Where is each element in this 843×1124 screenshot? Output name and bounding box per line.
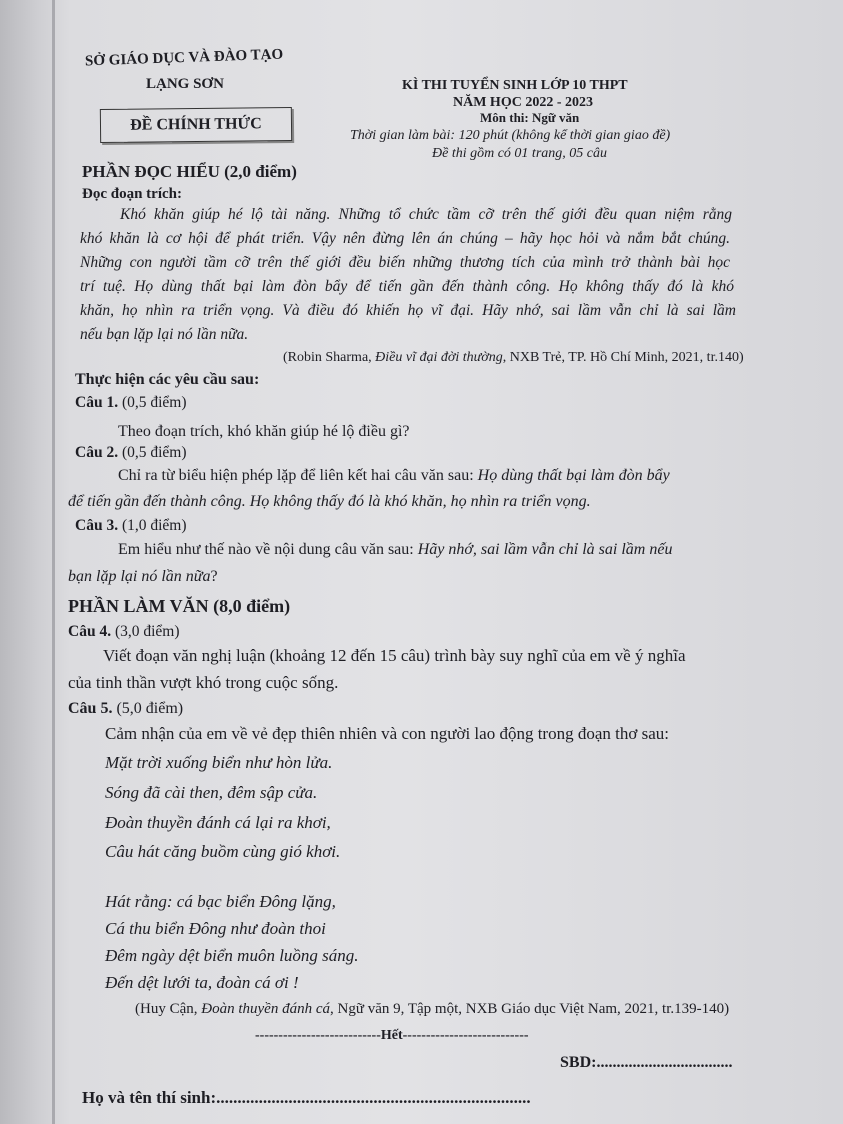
question-2-text	[118, 467, 670, 485]
question-label: Câu 1.	[75, 394, 119, 411]
question-mark: ?	[210, 568, 218, 585]
question-4-text: Viết đoạn văn nghị luận (khoảng 12 đến 15 câu) trình bày suy nghĩ của em về ý nghĩa	[103, 646, 686, 665]
instructions: Thực hiện các yêu cầu sau:	[75, 371, 260, 388]
department-name: SỞ GIÁO DỤC VÀ ĐÀO TẠO	[84, 46, 284, 70]
citation-title: Điều vĩ đại đời thường	[375, 350, 503, 365]
citation-title: Đoàn thuyền đánh cá	[201, 1001, 330, 1017]
poem-line: Đêm ngày dệt biển muôn luồng sáng.	[105, 946, 359, 965]
poem-line: Câu hát căng buồm cùng gió khơi.	[105, 842, 341, 861]
passage-line: Những con người tầm cỡ trên thế giới đều biến những thương tích của mình trở thành bài học	[80, 254, 730, 271]
citation-author: (Huy Cận,	[135, 1001, 202, 1017]
question-1-heading	[75, 394, 187, 412]
official-label: ĐỀ CHÍNH THỨC	[130, 115, 262, 134]
passage-line: khó khăn là cơ hội để phát triển. Vậy nên đừng lên án chúng – hãy học hỏi và nắm bắt chúng.	[80, 230, 730, 247]
question-label: Câu 2.	[75, 444, 119, 461]
question-label: Câu 3.	[75, 517, 119, 534]
question-5-text: Cảm nhận của em về vẻ đẹp thiên nhiên và con người lao động trong đoạn thơ sau:	[105, 724, 669, 743]
exam-title: KÌ THI TUYỂN SINH LỚP 10 THPT	[402, 78, 628, 93]
question-3-heading	[75, 517, 187, 535]
question-points: (5,0 điểm)	[112, 700, 184, 717]
question-5-heading	[68, 700, 183, 718]
quoted-text: bạn lặp lại nó lần nữa	[68, 568, 211, 585]
passage-line: trí tuệ. Họ dùng thất bại làm đòn bẩy để tiến gần đến thành công. Họ không thấy đó là khó	[80, 278, 734, 295]
question-2-quote: để tiến gần đến thành công. Họ không thấy đó là khó khăn, họ nhìn ra triển vọng.	[68, 493, 591, 510]
subject: Môn thi: Ngữ văn	[480, 110, 580, 125]
passage-line: nếu bạn lặp lại nó lần nữa.	[80, 326, 249, 343]
poem-line: Đến dệt lưới ta, đoàn cá ơi !	[105, 973, 299, 992]
question-3-text	[118, 541, 672, 559]
question-points: (0,5 điểm)	[118, 394, 187, 411]
quoted-text: Hãy nhớ, sai lầm vẫn chỉ là sai lầm nếu	[417, 541, 673, 558]
citation-source: , NXB Trẻ, TP. Hồ Chí Minh, 2021, tr.140)	[502, 350, 744, 365]
poem-line: Sóng đã cài then, đêm sập cửa.	[105, 783, 318, 802]
passage-line: Khó khăn giúp hé lộ tài năng. Những tổ chức tầm cỡ trên thế giới đều quan niệm rằng	[120, 206, 732, 223]
province-name: LẠNG SƠN	[146, 76, 224, 92]
question-points: (1,0 điểm)	[118, 517, 187, 534]
citation-author: (Robin Sharma,	[283, 350, 376, 365]
time-limit: Thời gian làm bài: 120 phút (không kể thời gian giao đề)	[350, 128, 671, 143]
poem-line: Hát rằng: cá bạc biển Đông lặng,	[105, 892, 336, 911]
read-label: Đọc đoạn trích:	[82, 186, 182, 202]
quoted-text: Họ dùng thất bại làm đòn bẩy	[477, 467, 670, 484]
school-year: NĂM HỌC 2022 - 2023	[453, 95, 593, 110]
question-label: Câu 5.	[68, 700, 113, 717]
poem-citation	[135, 1001, 729, 1018]
question-text: Em hiểu như thế nào về nội dung câu văn sau:	[118, 541, 418, 558]
page-count: Đề thi gồm có 01 trang, 05 câu	[432, 146, 607, 161]
poem-line: Cá thu biển Đông như đoàn thoi	[105, 919, 326, 938]
section-title-reading: PHẦN ĐỌC HIỂU (2,0 điểm)	[82, 162, 297, 181]
passage-line: khăn, họ nhìn ra triển vọng. Và điều đó khiến họ vĩ đại. Hãy nhớ, sai lầm vẫn chỉ là sai lầm	[80, 302, 736, 319]
question-points: (0,5 điểm)	[118, 444, 187, 461]
candidate-name-field: Họ và tên thí sinh:..........................................................................	[82, 1088, 531, 1107]
citation-source: , Ngữ văn 9, Tập một, NXB Giáo dục Việt Nam, 2021, tr.139-140)	[329, 1001, 730, 1017]
question-1-text: Theo đoạn trích, khó khăn giúp hé lộ điều gì?	[118, 423, 410, 440]
question-4-text: của tinh thần vượt khó trong cuộc sống.	[68, 673, 339, 692]
end-marker: ---------------------------Hết---------------------------	[255, 1028, 529, 1043]
question-2-heading	[75, 444, 187, 462]
poem-line: Đoàn thuyền đánh cá lại ra khơi,	[105, 813, 331, 832]
paper-edge	[52, 0, 55, 1124]
question-text: Chỉ ra từ biểu hiện phép lặp để liên kết hai câu văn sau:	[118, 467, 478, 484]
question-4-heading	[68, 623, 180, 641]
section-title-writing: PHẦN LÀM VĂN (8,0 điểm)	[68, 596, 291, 616]
poem-line: Mặt trời xuống biển như hòn lửa.	[105, 753, 333, 772]
question-3-quote	[68, 568, 218, 586]
question-points: (3,0 điểm)	[111, 623, 180, 640]
candidate-number-field: SBD:..................................	[560, 1054, 733, 1071]
question-label: Câu 4.	[68, 623, 112, 640]
official-exam-badge	[100, 107, 292, 143]
passage-citation	[283, 350, 744, 366]
